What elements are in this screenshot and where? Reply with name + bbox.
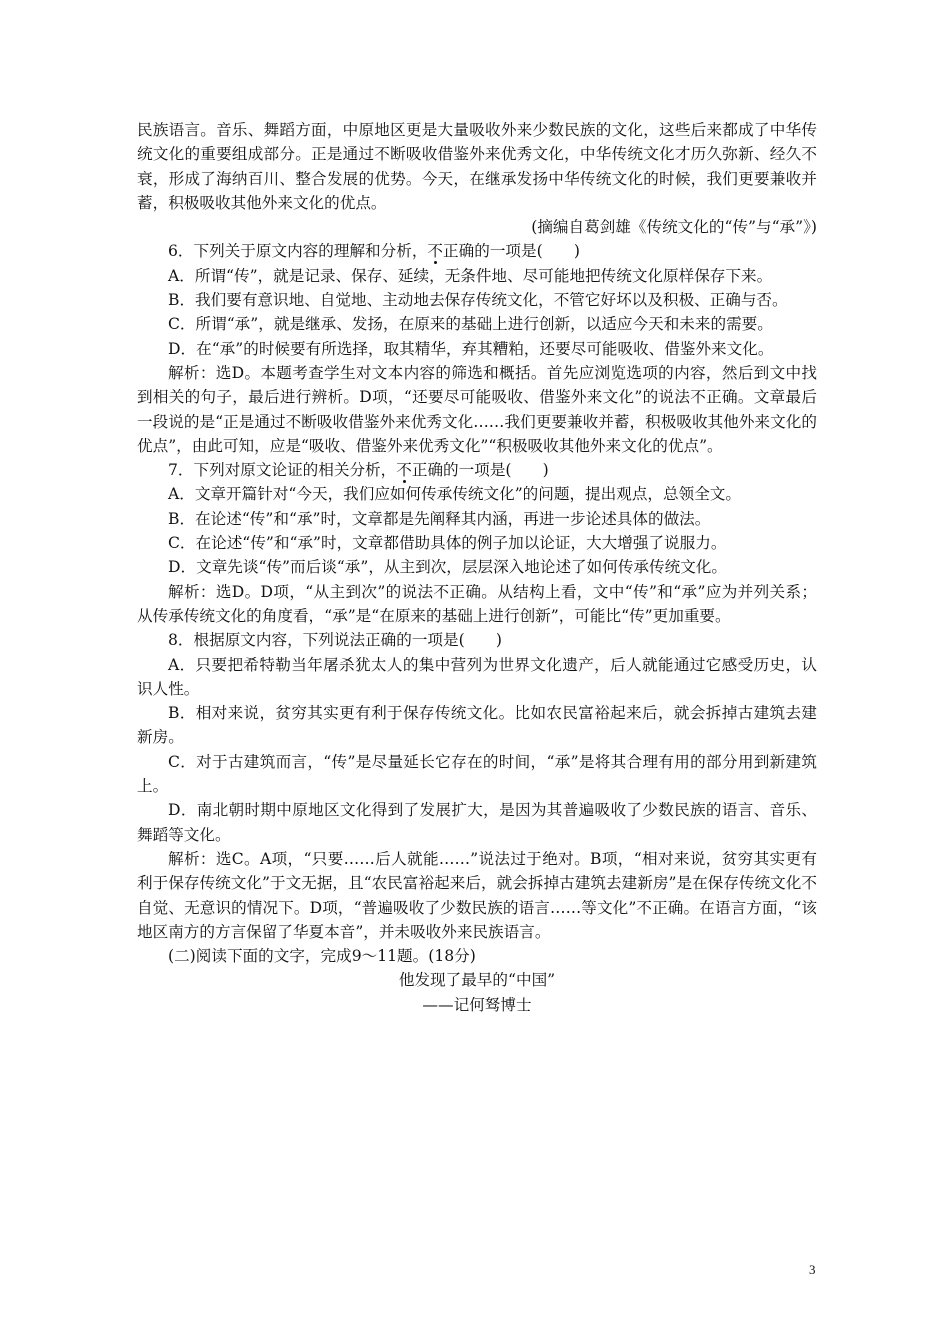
q7-analysis: 解析：选D。D项，“从主到次”的说法不正确。从结构上看，文中“传”和“承”应为并列关系；从传承传统文化的角度看，“承”是“在原来的基础上进行创新”，可能比“传”更加重要。 xyxy=(137,582,817,625)
q6-analysis: 解析：选D。本题考查学生对文本内容的筛选和概括。首先应浏览选项的内容，然后到文中找到相关的句子，最后进行辨析。D项，“还要尽可能吸收、借鉴外来文化”的说法不正确。文章最后一段说的是“正是通过不断吸收借鉴外来优秀文化……我们更要兼收并蓄，积极吸收其他外来文化的优点”，由此可知，应是“吸收、借鉴外来优秀文化”“积极吸收其他外来文化的优点”。 xyxy=(137,363,817,455)
q7-option-a: A．文章开篇针对“今天，我们应如何传承传统文化”的问题，提出观点，总领全文。 xyxy=(168,485,741,504)
q8-option-c: C．对于古建筑而言，“传”是尽量延长它存在的时间，“承”是将其合理有用的部分用到新建筑上。 xyxy=(137,752,817,796)
q7-option-c: C．在论述“传”和“承”时，文章都借助具体的例子加以论证，大大增强了说服力。 xyxy=(168,534,727,553)
q6-option-d: D．在“承”的时候要有所选择，取其精华，弃其糟粕，还要尽可能吸收、借鉴外来文化。 xyxy=(168,339,774,358)
q6-stem-post: 正确的一项是( ) xyxy=(443,242,580,261)
q8-analysis: 解析：选C。A项，“只要……后人就能……”说法过于绝对。B项，“相对来说，贫穷其实更有利于保存传统文化”于文无据，且“农民富裕起来后，就会拆掉古建筑去建新房”是在保存传统文化不自觉、无意识的情况下。D项，“普遍吸收了少数民族的语言……等文化”不正确。在语言方面，“该地区南方的方言保留了华夏本音”，并未吸收外来民族语言。 xyxy=(137,849,817,941)
q8-option-d: D．南北朝时期中原地区文化得到了发展扩大，是因为其普遍吸收了少数民族的语言、音乐、舞蹈等文化。 xyxy=(137,801,817,844)
q6-option-b: B．我们要有意识地、自觉地、主动地去保存传统文化，不管它好坏以及积极、正确与否。 xyxy=(168,291,788,310)
q6-emphasis-not: 不 xyxy=(427,242,444,261)
q8-option-b: B．相对来说，贫穷其实更有利于保存传统文化。比如农民富裕起来后，就会拆掉古建筑去建新房。 xyxy=(137,704,817,747)
q6-option-c: C．所谓“承”，就是继承、发扬，在原来的基础上进行创新，以适应今天和未来的需要。 xyxy=(168,315,773,334)
page-number: 3 xyxy=(809,1262,816,1277)
question-7-stem xyxy=(137,458,817,482)
source-citation: (摘编自葛剑雄《传统文化的“传”与“承”》) xyxy=(531,218,817,237)
q7-stem-pre: 7．下列对原文论证的相关分析， xyxy=(168,461,397,480)
question-8-stem: 8．根据原文内容，下列说法正确的一项是( ) xyxy=(168,631,502,650)
article-subtitle: ——记何驽博士 xyxy=(422,995,532,1014)
q7-stem-post: 正确的一项是( ) xyxy=(411,461,549,480)
q8-option-a: A．只要把希特勒当年屠杀犹太人的集中营列为世界文化遗产，后人就能通过它感受历史，认识人性。 xyxy=(137,655,817,698)
q6-stem-pre: 6．下列关于原文内容的理解和分析， xyxy=(168,242,428,261)
page-content xyxy=(137,118,817,1017)
intro-paragraph: 民族语言。音乐、舞蹈方面，中原地区更是大量吸收外来少数民族的文化，这些后来都成了中华传统文化的重要组成部分。正是通过不断吸收借鉴外来优秀文化，中华传统文化才历久弥新、经久不衰，形成了海纳百川、整合发展的优势。今天，在继承发扬中华传统文化的时候，我们更要兼收并蓄，积极吸收其他外来文化的优点。 xyxy=(137,121,817,212)
q7-option-d: D．文章先谈“传”而后谈“承”，从主到次，层层深入地论述了如何传承传统文化。 xyxy=(168,558,727,577)
article-title: 他发现了最早的“中国” xyxy=(398,971,556,990)
section-2-heading: (二)阅读下面的文字，完成9～11题。(18分) xyxy=(168,947,476,966)
q7-emphasis-not: 不 xyxy=(396,461,412,480)
question-6-stem xyxy=(137,239,817,263)
q6-option-a: A．所谓“传”，就是记录、保存、延续，无条件地、尽可能地把传统文化原样保存下来。 xyxy=(168,266,773,285)
q7-option-b: B．在论述“传”和“承”时，文章都是先阐释其内涵，再进一步论述具体的做法。 xyxy=(168,509,711,528)
